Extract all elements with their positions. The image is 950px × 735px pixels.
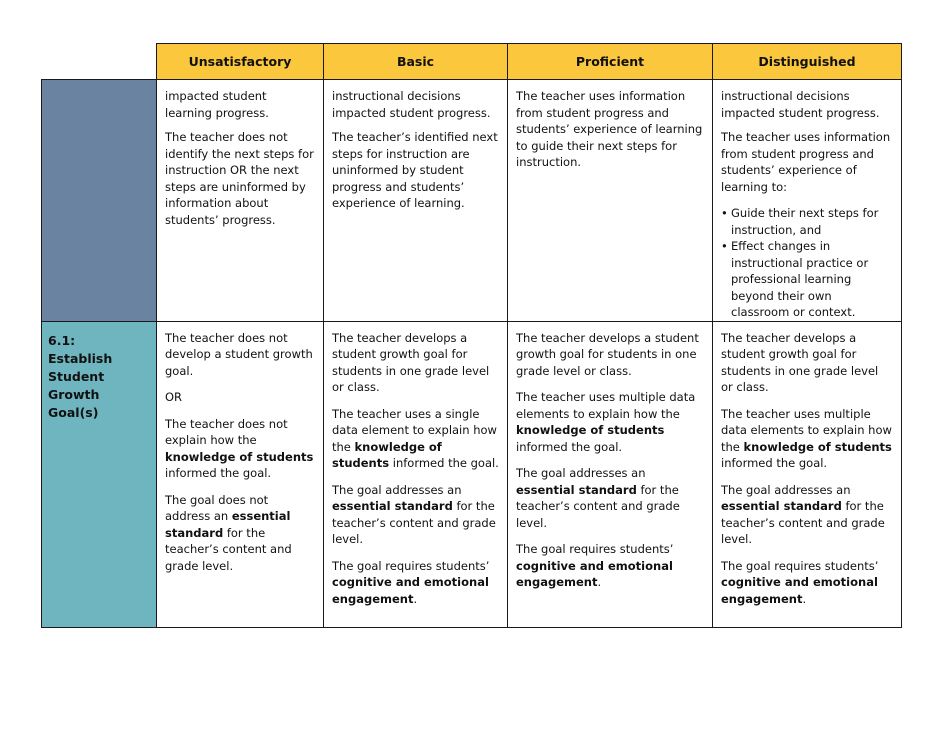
paragraph	[516, 541, 704, 591]
text-run: The goal requires students’	[516, 542, 674, 556]
text-run: for the teacher’s content and grade level.	[165, 525, 292, 573]
text-run: .	[597, 575, 602, 589]
bold-term: knowledge of students	[165, 449, 314, 464]
continued-proficient-cell	[508, 80, 713, 322]
bold-term: cognitive and emotional engagement	[332, 575, 489, 606]
text-run: The teacher does not explain how the	[165, 416, 288, 447]
text-run: The teacher uses multiple data elements to explain how the	[721, 406, 892, 454]
paragraph	[332, 558, 499, 608]
text-run: for the teacher’s content and grade level.	[332, 499, 496, 546]
text-run: The goal does not address an	[165, 492, 269, 523]
text-run: informed the goal.	[721, 456, 828, 470]
continued-distinguished-cell	[713, 80, 902, 322]
continued-unsatisfactory-cell	[157, 80, 324, 322]
rubric-table	[41, 43, 902, 628]
text-run: informed the goal.	[389, 456, 499, 470]
bold-term: knowledge of students	[743, 439, 892, 454]
component-6-1-label	[42, 321, 157, 627]
bold-term: essential standard	[332, 499, 453, 513]
component-6-1-row	[42, 321, 902, 627]
paragraph: instructional decisions impacted student progress.	[332, 89, 491, 120]
goal-proficient-cell	[508, 321, 713, 627]
paragraph	[721, 406, 893, 472]
header-row	[42, 44, 902, 80]
paragraph: The teacher develops a student growth goal for students in one grade level or class.	[721, 330, 879, 394]
goal-basic-cell	[324, 321, 508, 627]
header-unsatisfactory: Unsatisfactory	[157, 44, 324, 80]
header-proficient: Proficient	[508, 44, 713, 80]
text-run: .	[802, 591, 807, 606]
paragraph: OR	[165, 390, 183, 404]
list-item: • Guide their next steps for instruction, and	[721, 205, 893, 238]
text-run: The goal requires students’	[721, 558, 879, 573]
paragraph: impacted student learning progress.	[165, 89, 269, 120]
text-run: for the teacher’s content and grade level.	[516, 482, 680, 530]
component-title: Establish Student Growth Goal(s)	[48, 350, 113, 420]
text-run: The teacher uses multiple data elements to explain how the	[516, 390, 696, 421]
paragraph	[516, 465, 704, 531]
bold-term: essential standard	[165, 509, 291, 540]
paragraph: The teacher uses information from student progress and students’ experience of learning to guide their next steps for instruction.	[516, 89, 703, 169]
paragraph	[516, 389, 704, 455]
bold-term: knowledge of students	[516, 423, 665, 437]
list-item: • Effect changes in instructional practice or professional learning beyond their own classroom or context.	[721, 238, 893, 321]
paragraph: The teacher develops a student growth goal for students in one grade level or class.	[332, 330, 490, 394]
continued-row-label	[42, 80, 157, 322]
text-run: The teacher uses a single data element to explain how the	[332, 406, 497, 454]
bold-term: knowledge of students	[332, 439, 442, 470]
bullet-list	[721, 205, 893, 321]
text-run: for the teacher’s content and grade level.	[721, 499, 885, 546]
text-run: informed the goal.	[516, 439, 623, 454]
text-run: The goal addresses an	[516, 466, 646, 480]
paragraph: instructional decisions impacted student progress.	[721, 89, 880, 120]
continued-row	[42, 80, 902, 322]
paragraph	[721, 482, 893, 548]
continued-basic-cell	[324, 80, 508, 322]
text-run: The goal addresses an	[721, 482, 851, 497]
paragraph: The teacher does not develop a student growth goal.	[165, 330, 313, 378]
paragraph: The teacher develops a student growth goal for students in one grade level or class.	[516, 330, 699, 378]
header-basic: Basic	[324, 44, 508, 80]
paragraph	[332, 482, 499, 548]
text-run: informed the goal.	[165, 466, 272, 480]
goal-distinguished-cell	[713, 321, 902, 627]
corner-cell	[42, 44, 157, 80]
paragraph: The teacher’s identified next steps for instruction are uninformed by student progress and students’ experience of learning.	[332, 130, 498, 210]
component-number: 6.1:	[48, 332, 76, 348]
paragraph	[165, 416, 315, 482]
paragraph	[332, 406, 499, 472]
paragraph: The teacher uses information from student progress and students’ experience of learning to:	[721, 130, 891, 194]
bold-term: cognitive and emotional engagement	[516, 558, 673, 589]
text-run: The goal addresses an	[332, 482, 462, 497]
paragraph	[721, 558, 893, 608]
paragraph	[165, 492, 315, 575]
text-run: .	[413, 591, 418, 606]
paragraph: The teacher does not identify the next steps for instruction OR the next steps are uninformed by information about students’ progress.	[165, 130, 314, 227]
goal-unsatisfactory-cell	[157, 321, 324, 627]
bold-term: essential standard	[721, 499, 842, 513]
bold-term: essential standard	[516, 482, 637, 497]
text-run: The goal requires students’	[332, 558, 490, 573]
header-distinguished: Distinguished	[713, 44, 902, 80]
bold-term: cognitive and emotional engagement	[721, 575, 878, 606]
